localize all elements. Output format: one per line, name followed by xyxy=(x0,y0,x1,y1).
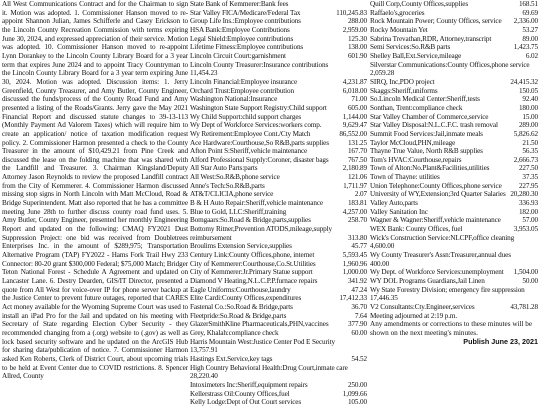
claim-amount: 3,953.05 xyxy=(513,225,538,234)
claim-row xyxy=(190,69,367,78)
claim-row xyxy=(190,130,367,139)
claim-amount: 53.27 xyxy=(522,25,538,34)
claim-payee: Fastenal Co.:So.Road & Bridge,parts xyxy=(190,302,293,311)
claim-row xyxy=(190,294,367,303)
claim-row xyxy=(370,139,538,148)
claim-row xyxy=(190,208,367,217)
claim-row xyxy=(370,286,538,295)
claim-row xyxy=(190,173,367,182)
claim-row xyxy=(190,364,367,373)
claim-amount: 110,245.83 xyxy=(336,8,367,17)
claim-row xyxy=(370,268,538,277)
claim-payee: Bomgaars:So.Road & Bridge,parts,supplies xyxy=(190,216,311,225)
claim-row xyxy=(190,190,367,199)
claim-row xyxy=(370,190,538,199)
claim-payee: Sonthan, Trent:compliance check xyxy=(370,103,463,112)
claim-payee: Shelley Ball,Ext.Service,mileage xyxy=(370,51,462,60)
claim-payee: 2,059.28 xyxy=(370,69,395,78)
claim-row xyxy=(190,104,367,113)
claim-payee: 11,454.23 xyxy=(190,69,218,78)
claim-amount: 71.00 xyxy=(351,95,367,104)
claim-row xyxy=(190,17,367,26)
minutes-text: All West Communications Contract and for the Chairman to sign it. Motion was adopted. 1. Commissioner Hanson moved to re-appoint Shannon Julian, James Schifferle and Casey Erickson to the Lincoln County Recreation Commission with terms expiring June 30, 2024, and expressed appreciation of their service. Motion was adopted. 10. Commissioner Hanson moved to re-appoint Lynn Dorankey to the Lincoln County Library Board for a 3 year term that expires June 2024 and to appoint Tracy Countryman to the Lincoln County Library Board for a 3 year term expiring June 30, 2024. Motion was adopted. Discussion items: 1. Jerry Greenfield, County Treasurer, and Amy Butler, County Engineer, discussed the funds/process of the County Road Fund and Amy presented a listing of the Roads/Grants. Jerry gave the May 2021 Financial Report and discussed statute changes to 39-13-113 (Monthly Payment Ad Valorem Taxes) which will require him to create an application/ notice of taxation modification request policy. 2. Commissioner Harmon presented a check to the County Treasurer in the amount of $10,429.21 from Pine Creek and discussed the lease on the folding machine that was shared with the Landfill and Treasurer. 3. Chairman Kingsland/Deputy Attorney Jason Reynolds to review the proposed Landfill contract from the City of Kemmerer. 4. Commissioner Harmon discussed missing stop signs in North Lincoln with Matt McCloud, Road & Bridge Superintendent. Matt also reported that he has a committee meeting June 28th to further discuss county road fund uses. 5. Amy Butler, County Engineer, presented her monthly Engineering Report and updated on the following: CMAQ FY2021 Dust Suppression Project: one bid was received from Doubletrees Enterprises Inc. in the amount of $289,975; Transportation Alternative Program (TAP) FY2022 - Hams Fork Trail Hwy 233 Connector: 80-20 grant $300,000 Federal; $75,000 Match; Bridger Teton National Forest - Schedule A Agreement and updated on Lancaster Lane. 6. Destry Dearden, GIS/IT Director, presented a quote from All West for voice-over IP for phone server backup at the Justice Center to prevent future outages, reported that CARES Act money available for the Wyoming Supreme Court was used to install an iPad Pro for the Jail and updated on his meeting with Secretary of State regarding Election Cyber Security - they recommended changing from a (.org) website to (.gov) as well as lock based security software and he updated on the ArcGIS Hub for sharing data/publication of notice. 7. Commissioner Harmon asked Ken Roberts, Clerk of District Court, about upcoming trials to be held at Event Center due to COVID restrictions. 8. Spencer Allred, County xyxy=(2,0,188,381)
claim-row xyxy=(190,87,367,96)
claim-row xyxy=(370,69,538,78)
claim-amount: 56.35 xyxy=(522,147,538,156)
claim-row xyxy=(370,17,538,26)
claim-payee: reimbursement xyxy=(190,233,232,242)
claim-row xyxy=(370,52,538,61)
claim-amount: 5,593.45 xyxy=(342,251,367,260)
claim-payee: 400.00 xyxy=(370,259,390,268)
claim-payee: Thayne True Value, North R&B supplies xyxy=(370,147,483,156)
claim-row xyxy=(190,164,367,173)
claim-payee: Century Link:County Offices,phone, internet xyxy=(190,251,315,260)
claim-payee: Star Valley Chamber of Commerce,service xyxy=(370,112,489,121)
claim-payee: Harris Mountain West:Justice Center Pod E Security xyxy=(190,337,335,346)
claim-payee: AT&T/CLICIA,phone service xyxy=(190,190,274,199)
claim-row xyxy=(370,78,538,87)
claim-payee: 4,600.00 xyxy=(370,242,395,251)
claim-amount: 20,280.30 xyxy=(510,190,538,199)
claim-row xyxy=(190,320,367,329)
claim-row xyxy=(190,242,367,251)
claim-row xyxy=(370,43,538,52)
claim-row xyxy=(190,398,367,407)
claim-payee: Orchard Trust:Employee contribution xyxy=(190,86,294,95)
claim-amount: 69.69 xyxy=(522,8,538,17)
claim-amount: 89.00 xyxy=(522,34,538,43)
claim-payee: Washington State Support Registry:Child support xyxy=(190,103,327,112)
claim-payee: Raffaelo's,groceries xyxy=(370,8,425,17)
claim-amount: 2,959.00 xyxy=(342,25,367,34)
claims-column-2 xyxy=(190,0,367,407)
claim-row xyxy=(190,260,367,269)
claim-payee: Group Life Ins.:Employee contributions xyxy=(190,17,301,26)
claim-row xyxy=(370,199,538,208)
publish-date: Publish June 23, 2021 xyxy=(463,336,538,346)
claim-row xyxy=(370,35,538,44)
claim-payee: Meeting adjourned at 2:19 p.m. xyxy=(370,311,458,320)
claim-amount: 4,257.00 xyxy=(342,207,367,216)
claim-row xyxy=(370,9,538,18)
claim-row xyxy=(370,147,538,156)
claim-amount: 105.00 xyxy=(347,398,367,407)
claim-amount: 9,629.47 xyxy=(342,121,367,130)
claim-row xyxy=(190,121,367,130)
claim-amount: 313.80 xyxy=(347,233,367,242)
claim-amount: 45.77 xyxy=(351,242,367,251)
claim-payee: Alford Professional Supply:Coroner, disaster bags xyxy=(190,155,329,164)
claim-amount: 17,412.33 xyxy=(339,294,367,303)
claim-row xyxy=(190,113,367,122)
claim-payee: Star Valley Disposal:N.L.C.F.C. trash removal xyxy=(370,121,498,130)
claim-payee: Wy Dept. of Workforce Services:unemployment xyxy=(370,268,504,277)
claim-amount: 1,000.00 xyxy=(342,268,367,277)
claim-row xyxy=(190,147,367,156)
claim-payee: Broulims Extension Service,supplies xyxy=(190,242,292,251)
claim-amount: 341.92 xyxy=(347,277,367,285)
claim-row xyxy=(370,242,538,251)
claim-payee: All West:So.R&B,phone service xyxy=(190,173,280,182)
claim-amount: 24,415.32 xyxy=(510,77,538,86)
claim-row xyxy=(370,182,538,191)
claim-row xyxy=(370,156,538,165)
claim-payee: Lincoln Circuit Court:garnishment xyxy=(190,51,286,60)
claim-payee: Tom's HVAC:Courthouse,repairs xyxy=(370,155,462,164)
claim-amount: 4,231.87 xyxy=(342,77,367,86)
claim-row xyxy=(190,277,367,286)
claim-payee: GlazerSmithKline Pharmaceuticals,PHN,vaccines xyxy=(190,320,329,329)
claim-payee: Lifetime Fitness:Employee contributions xyxy=(190,43,304,52)
claim-payee: Star Valley FICA/Medicare/Federal Tax xyxy=(190,8,301,17)
claim-amount: 43,781.28 xyxy=(510,302,538,311)
claim-amount: 180.00 xyxy=(518,103,538,112)
claim-row xyxy=(370,225,538,234)
claim-amount: 2,180.89 xyxy=(342,164,367,173)
claim-row xyxy=(190,225,367,234)
claim-amount: 7.64 xyxy=(354,311,367,320)
claim-amount: 150.05 xyxy=(518,86,538,95)
claim-payee: Rock Mountain Power; County Offices, service xyxy=(370,17,502,26)
claim-payee: Skaggs:Sheriff,uniforms xyxy=(370,86,438,95)
claim-payee: SIRQ, Inc,PDO project xyxy=(370,77,435,86)
claim-row xyxy=(190,0,367,9)
claim-amount: 138.00 xyxy=(347,43,367,52)
claim-amount: 168.51 xyxy=(518,0,538,8)
claim-payee: City of Kemmerer:Courthouse,Co.St.Utilities xyxy=(190,259,316,268)
claim-payee: State Bank of Kemmerer:Bank fees xyxy=(190,0,289,8)
claim-amount: 21.50 xyxy=(522,138,538,147)
claim-payee: V2 Consultants:Cty.Engineer,services xyxy=(370,302,475,311)
claim-amount: 227.50 xyxy=(518,164,538,173)
claim-payee: Taylor McCloud,PHN,mileage xyxy=(370,138,456,147)
claim-payee: Town of Alton:No.Plant&Facilities,utilities xyxy=(370,164,490,173)
claim-row xyxy=(370,312,538,321)
claim-row xyxy=(190,390,367,399)
claim-payee: Ace Hardware:Courthouse,So R&B,parts supplies xyxy=(190,138,329,147)
claim-payee: Afton Point S:Sheriff,vehicle maintenance xyxy=(190,147,308,156)
claim-payee: Lincoln Financial:Employee insurance xyxy=(190,77,298,86)
claim-payee: Semi Services:So.R&B parts xyxy=(370,43,451,52)
claim-row xyxy=(370,0,538,9)
claim-payee: 28,220.40 xyxy=(190,372,218,381)
claim-amount: 258.70 xyxy=(347,216,367,225)
claim-amount: 1,711.97 xyxy=(343,181,367,190)
claim-payee: Legal Shield:Employee contributions xyxy=(190,34,294,43)
claim-row xyxy=(370,95,538,104)
claim-row xyxy=(190,139,367,148)
claim-amount: 2,336.00 xyxy=(513,17,538,26)
claim-row xyxy=(190,234,367,243)
claim-payee: Wy State Forestry Division; emergency fire suppression xyxy=(370,285,525,294)
claims-list-3 xyxy=(370,0,538,320)
claim-row xyxy=(190,156,367,165)
claim-payee: City of Kemmerer:Jr.Primary Statue support xyxy=(190,268,313,277)
claim-payee: Blue to Gold, LLC:Sheriff,training xyxy=(190,207,287,216)
claim-amount: 125.30 xyxy=(347,34,367,43)
claim-payee: Wy Retirement:Employee Cont./Cty Match xyxy=(190,129,311,138)
claim-amount: 227.95 xyxy=(518,181,538,190)
claim-row xyxy=(190,251,367,260)
claim-amount: 167.70 xyxy=(347,147,367,156)
claim-payee: Town of Thayne: utilities xyxy=(370,173,440,182)
claim-amount: 5,826.62 xyxy=(513,129,538,138)
claim-amount: 47.24 xyxy=(351,285,367,294)
claim-row xyxy=(190,199,367,208)
claim-payee: High Country Behavioral Health:Drug Court,inmate care xyxy=(190,363,348,372)
claim-payee: 13,757.91 xyxy=(190,346,218,355)
claim-amount: 1,144.00 xyxy=(342,112,367,121)
claim-payee: Silverstar Communications:County Offices,phone service xyxy=(370,60,530,69)
claim-amount: 1,423.75 xyxy=(513,43,538,52)
claim-row xyxy=(370,26,538,35)
claim-payee: 17,446.35 xyxy=(370,294,398,303)
claim-row xyxy=(190,52,367,61)
claim-row xyxy=(370,277,538,286)
claim-payee: Anne's Tech:So.R&B,parts xyxy=(190,181,265,190)
claim-row xyxy=(370,294,538,303)
claim-amount: 377.90 xyxy=(347,320,367,329)
claim-row xyxy=(370,87,538,96)
claim-payee: All Star Auto Parts:parts xyxy=(190,164,258,173)
claim-payee: Intoximeters Inc:Sheriff,equipment repairs xyxy=(190,380,308,389)
claim-payee: Diamond V Heating,N.L.C.P.P.furnace repairs xyxy=(190,277,318,285)
claim-payee: Quill Corp,County Offices,supplies xyxy=(370,0,469,8)
claim-row xyxy=(190,268,367,277)
claim-row xyxy=(190,355,367,364)
claims-column-3 xyxy=(370,0,538,346)
claim-amount: 2,666.73 xyxy=(513,155,538,164)
claim-row xyxy=(370,130,538,139)
claim-payee: Wy Dept of Workforce Services:workers comp. xyxy=(190,121,322,130)
claim-row xyxy=(190,346,367,355)
claim-row xyxy=(370,113,538,122)
claim-amount: 183.81 xyxy=(347,199,367,208)
claim-row xyxy=(370,234,538,243)
claim-amount: 36.70 xyxy=(351,302,367,311)
claim-row xyxy=(370,104,538,113)
claim-row xyxy=(370,173,538,182)
claim-row xyxy=(190,312,367,321)
claim-payee: Bottomy Ritner,Prevention ATODS,mileage,supply xyxy=(190,225,332,234)
claim-amount: 54.52 xyxy=(351,354,367,363)
claim-amount: 182.00 xyxy=(518,207,538,216)
claim-payee: HSA Bank:Employee Contributions xyxy=(190,25,290,34)
claim-payee: Elite Cardi:County Offices,expenditures xyxy=(190,294,302,303)
claim-payee: Rocky Mountain Yet xyxy=(370,25,428,34)
claim-payee: Wagner & Wagner:Sheriff,vehicle maintenance xyxy=(370,216,501,225)
minutes-column xyxy=(2,0,188,381)
claim-amount: 1,960.96 xyxy=(342,259,367,268)
claim-row xyxy=(190,61,367,70)
claim-amount: 92.40 xyxy=(522,95,538,104)
claim-row xyxy=(190,35,367,44)
claim-payee: Wy County Treasurer's Assn:Treasurer,annual dues xyxy=(370,251,511,260)
claim-payee: B & H Auto Repair:Sheriff,vehicle maintenance xyxy=(190,199,323,208)
claim-row xyxy=(370,260,538,269)
claim-row xyxy=(190,182,367,191)
claim-row xyxy=(370,121,538,130)
claim-amount: 50.00 xyxy=(522,277,538,285)
claim-amount: 1,504.00 xyxy=(513,268,538,277)
claim-row xyxy=(190,43,367,52)
claim-payee: Lincoln County Treasurer:Insurance contributions xyxy=(190,60,329,69)
claim-payee: Summit Food Services:Jail,inmate meals xyxy=(370,129,483,138)
claim-payee: Grey, Khalah:compliance check xyxy=(190,328,279,337)
claim-amount: 289.00 xyxy=(518,121,538,130)
claim-row xyxy=(370,164,538,173)
claim-amount: 121.06 xyxy=(347,173,367,182)
claim-amount: 767.50 xyxy=(347,155,367,164)
claim-amount: 6.02 xyxy=(525,51,538,60)
claim-row xyxy=(370,303,538,312)
claim-row xyxy=(190,216,367,225)
claim-row xyxy=(190,9,367,18)
claim-payee: Valley Auto,parts xyxy=(370,199,418,208)
claim-payee: Wy Child Support:child support charges xyxy=(190,112,302,121)
claim-amount: 288.00 xyxy=(347,17,367,26)
claim-payee: WY DOL Programs Guardians,Jail Linen xyxy=(370,277,485,285)
claim-payee: Kellerstrass Oil:County Offices,fuel xyxy=(190,389,290,398)
claim-row xyxy=(370,216,538,225)
claim-amount: 57.00 xyxy=(522,216,538,225)
claim-payee: Washington National:Insurance xyxy=(190,95,278,104)
claim-payee: So.Lincoln Medical Center:Sheriff,tests xyxy=(370,95,480,104)
claim-amount: 15.00 xyxy=(522,112,538,121)
claim-amount: 131.25 xyxy=(347,138,367,147)
claim-amount: 250.00 xyxy=(347,380,367,389)
claim-row xyxy=(190,95,367,104)
claim-payee: Kelly Lodge:Dept of Out Court services xyxy=(190,398,302,407)
claim-payee: Union Telephone:County Offices,phone service xyxy=(370,181,502,190)
claim-amount: 60.00 xyxy=(351,328,367,337)
claim-row xyxy=(190,338,367,347)
claim-row xyxy=(370,208,538,217)
claim-amount: 336.93 xyxy=(518,199,538,208)
claim-payee: Eagle Uniforms:Courthouse,laundry xyxy=(190,285,291,294)
claim-row xyxy=(370,61,538,70)
claim-amount: 2.07 xyxy=(354,190,367,199)
claim-payee: University of WY,Extension;3rd Quarter Salaries xyxy=(370,190,506,199)
claim-amount: 6,018.00 xyxy=(342,86,367,95)
claim-row xyxy=(190,303,367,312)
claim-row xyxy=(190,381,367,390)
claim-amount: 37.35 xyxy=(522,173,538,182)
claim-payee: Fleetpride:So.Road & Bridge,parts xyxy=(190,311,287,320)
claim-row xyxy=(190,286,367,295)
claim-amount: 86,552.00 xyxy=(339,129,367,138)
claim-row xyxy=(190,372,367,381)
claim-payee: Valley Sanitation Inc xyxy=(370,207,428,216)
claim-amount: 1,099.66 xyxy=(342,389,367,398)
claim-row xyxy=(370,251,538,260)
claim-row xyxy=(190,78,367,87)
amendments-note: Any amendments or corrections to these minutes will be shown on the next meeting's minutes. xyxy=(370,320,533,337)
claim-payee: Wick's Construction Service:NLCPF,office cleaning xyxy=(370,233,515,242)
claim-payee: WEX Bank: County Offices, fuel xyxy=(370,225,463,234)
claim-row xyxy=(190,26,367,35)
claim-payee: Hastings Ext.Service,key tags xyxy=(190,354,273,363)
claim-amount: 605.00 xyxy=(347,103,367,112)
claim-row xyxy=(190,329,367,338)
claim-amount: 601.90 xyxy=(347,51,367,60)
claim-payee: Sabrina Trevathan,RDR, Attorney,transcript xyxy=(370,34,492,43)
